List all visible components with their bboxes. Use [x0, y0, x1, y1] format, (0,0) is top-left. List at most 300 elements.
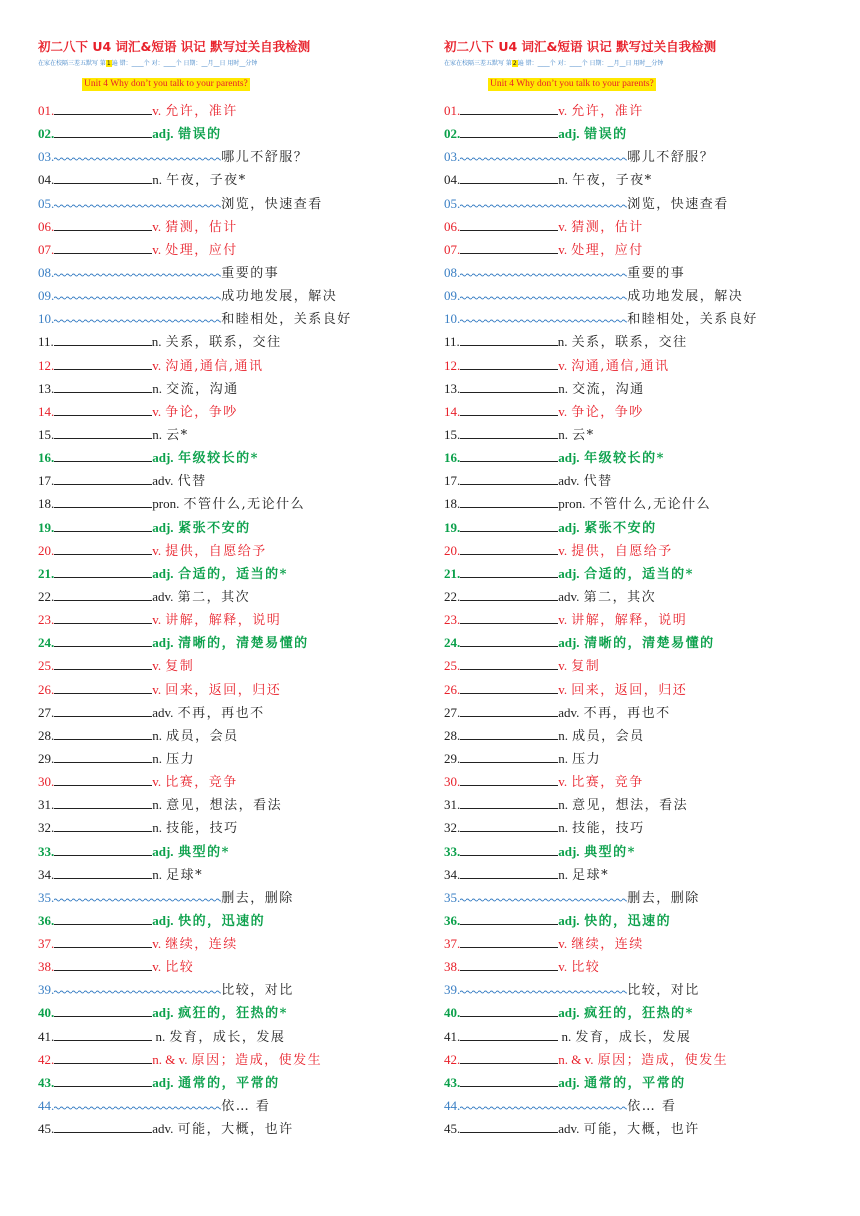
- part-of-speech: n.: [558, 380, 568, 396]
- answer-blank[interactable]: [460, 749, 558, 763]
- answer-blank[interactable]: [460, 170, 558, 184]
- part-of-speech: adj.: [558, 912, 580, 928]
- chinese-meaning: 不管什么,无论什么: [183, 497, 306, 513]
- chinese-meaning: 意见，想法，看法: [166, 798, 283, 814]
- chinese-meaning: 不再，再也不: [583, 705, 671, 721]
- answer-blank[interactable]: [54, 1050, 152, 1064]
- vocab-item: [38, 608, 418, 631]
- item-number: 05.: [38, 195, 55, 211]
- answer-blank[interactable]: [460, 865, 558, 879]
- vocab-item: [444, 1094, 824, 1117]
- vocab-item: [38, 423, 418, 446]
- answer-blank[interactable]: [460, 124, 558, 138]
- answer-blank[interactable]: [460, 934, 558, 948]
- answer-blank[interactable]: [460, 240, 558, 254]
- chinese-meaning: 快的，迅速的: [178, 913, 266, 929]
- answer-blank[interactable]: [54, 818, 152, 832]
- answer-blank[interactable]: [54, 979, 221, 994]
- answer-blank[interactable]: [54, 911, 152, 925]
- chinese-meaning: 不再，再也不: [177, 705, 265, 721]
- answer-blank[interactable]: [460, 494, 558, 508]
- answer-blank[interactable]: [460, 146, 627, 161]
- vocab-item: [444, 400, 824, 423]
- answer-blank[interactable]: [460, 518, 558, 532]
- item-number: 22.: [38, 588, 55, 604]
- chinese-meaning: 删去，删除: [221, 890, 294, 906]
- vocab-item: [38, 539, 418, 562]
- answer-blank[interactable]: [54, 1095, 221, 1110]
- part-of-speech: adv.: [558, 704, 580, 720]
- vocab-item: [38, 168, 418, 191]
- vocab-item: [38, 377, 418, 400]
- chinese-meaning: 压力: [166, 751, 196, 767]
- answer-blank[interactable]: [460, 587, 558, 601]
- item-number: 34.: [38, 866, 55, 882]
- worksheet-title: 初二八下 U4 词汇&短语 识记 默写过关自我检测: [38, 39, 311, 54]
- answer-blank[interactable]: [460, 541, 558, 555]
- item-number: 19.: [444, 519, 461, 535]
- part-of-speech: n.: [152, 820, 162, 836]
- part-of-speech: v.: [152, 936, 162, 952]
- item-number: 42.: [38, 1051, 55, 1067]
- answer-blank[interactable]: [54, 240, 152, 254]
- item-number: 29.: [444, 750, 461, 766]
- part-of-speech: adj.: [152, 565, 174, 581]
- vocab-item: [444, 238, 824, 261]
- chinese-meaning: 回来，返回，归还: [571, 682, 688, 698]
- chinese-meaning: 疯狂的，狂热的*: [584, 1006, 694, 1022]
- answer-blank[interactable]: [460, 308, 627, 323]
- chinese-meaning: 可能，大概，也许: [177, 1122, 294, 1138]
- vocab-item: [38, 354, 418, 377]
- chinese-meaning: 错误的: [178, 127, 222, 143]
- answer-blank[interactable]: [54, 494, 152, 508]
- chinese-meaning: 比较: [571, 960, 601, 976]
- part-of-speech: v.: [558, 542, 568, 558]
- part-of-speech: n.: [558, 727, 568, 743]
- chinese-meaning: 比较，对比: [221, 983, 294, 999]
- vocab-item: [38, 909, 418, 932]
- chinese-meaning: 和睦相处，关系良好: [627, 312, 758, 328]
- answer-blank[interactable]: [460, 448, 558, 462]
- worksheet-column-1: [38, 38, 418, 1140]
- part-of-speech: adj.: [558, 635, 580, 651]
- answer-blank[interactable]: [460, 262, 627, 277]
- answer-blank[interactable]: [54, 564, 152, 578]
- item-number: 22.: [444, 588, 461, 604]
- vocab-item: [444, 284, 824, 307]
- vocab-item: [38, 631, 418, 654]
- part-of-speech: n. & v.: [558, 1051, 594, 1067]
- chinese-meaning: 发育，成长，发展: [575, 1029, 692, 1045]
- answer-blank[interactable]: [54, 1003, 152, 1017]
- item-number: 25.: [38, 658, 55, 674]
- vocab-item: [444, 955, 824, 978]
- item-number: 26.: [38, 681, 55, 697]
- chinese-meaning: 复制: [571, 659, 601, 675]
- chinese-meaning: 争论，争吵: [571, 404, 644, 420]
- answer-blank[interactable]: [54, 633, 152, 647]
- vocab-item: [38, 793, 418, 816]
- answer-blank[interactable]: [54, 518, 152, 532]
- answer-blank[interactable]: [54, 934, 152, 948]
- answer-blank[interactable]: [460, 633, 558, 647]
- answer-blank[interactable]: [54, 1073, 152, 1087]
- item-number: 20.: [38, 542, 55, 558]
- answer-blank[interactable]: [460, 680, 558, 694]
- chinese-meaning: 浏览，快速查看: [627, 196, 729, 212]
- vocab-item: [38, 678, 418, 701]
- part-of-speech: adj.: [152, 635, 174, 651]
- chinese-meaning: 午夜，子夜*: [166, 173, 247, 189]
- part-of-speech: adv.: [152, 704, 174, 720]
- item-number: 41.: [38, 1028, 55, 1044]
- item-number: 09.: [38, 288, 55, 304]
- answer-blank[interactable]: [54, 170, 152, 184]
- item-number: 06.: [444, 218, 461, 234]
- vocab-item: [38, 261, 418, 284]
- item-number: 08.: [38, 264, 55, 280]
- chinese-meaning: 提供，自愿给予: [571, 543, 673, 559]
- vocab-item: [38, 747, 418, 770]
- chinese-meaning: 猜测，估计: [165, 219, 238, 235]
- vocab-item: [444, 377, 824, 400]
- answer-blank[interactable]: [460, 772, 558, 786]
- chinese-meaning: 复制: [165, 659, 195, 675]
- item-number: 38.: [444, 959, 461, 975]
- part-of-speech: adj.: [152, 450, 174, 466]
- answer-blank[interactable]: [460, 1095, 627, 1110]
- chinese-meaning: 交流，沟通: [166, 381, 239, 397]
- answer-blank[interactable]: [460, 425, 558, 439]
- answer-blank[interactable]: [460, 217, 558, 231]
- answer-blank[interactable]: [54, 402, 152, 416]
- worksheet-title: 初二八下 U4 词汇&短语 识记 默写过关自我检测: [444, 39, 717, 54]
- vocab-item: [38, 932, 418, 955]
- answer-blank[interactable]: [54, 749, 152, 763]
- item-number: 29.: [38, 750, 55, 766]
- chinese-meaning: 云*: [166, 427, 189, 443]
- item-number: 35.: [38, 889, 55, 905]
- item-number: 33.: [38, 843, 55, 859]
- answer-blank[interactable]: [460, 842, 558, 856]
- chinese-meaning: 紧张不安的: [584, 520, 657, 536]
- vocab-item: [38, 1071, 418, 1094]
- chinese-meaning: 争论，争吵: [165, 404, 238, 420]
- item-number: 07.: [444, 241, 461, 257]
- answer-blank[interactable]: [460, 285, 627, 300]
- answer-blank[interactable]: [54, 726, 152, 740]
- answer-blank[interactable]: [54, 610, 152, 624]
- chinese-meaning: 技能，技巧: [166, 821, 239, 837]
- answer-blank[interactable]: [460, 703, 558, 717]
- answer-blank[interactable]: [54, 887, 221, 902]
- chinese-meaning: 通常的，平常的: [584, 1075, 686, 1091]
- vocab-item: [444, 516, 824, 539]
- chinese-meaning: 午夜，子夜*: [572, 173, 653, 189]
- answer-blank[interactable]: [54, 1119, 152, 1133]
- part-of-speech: n.: [151, 334, 162, 350]
- answer-blank[interactable]: [460, 1027, 558, 1041]
- item-number: 21.: [38, 565, 55, 581]
- item-number: 11.: [444, 334, 460, 350]
- part-of-speech: adj.: [558, 565, 580, 581]
- answer-blank[interactable]: [54, 379, 152, 393]
- part-of-speech: adv.: [152, 473, 174, 489]
- vocab-item: [38, 99, 418, 122]
- chinese-meaning: 沟通,通信,通讯: [165, 358, 264, 374]
- answer-blank[interactable]: [54, 1027, 152, 1041]
- vocab-item: [38, 1048, 418, 1071]
- chinese-meaning: 足球*: [572, 867, 610, 883]
- answer-blank[interactable]: [54, 772, 152, 786]
- answer-blank[interactable]: [460, 471, 558, 485]
- item-number: 24.: [38, 635, 55, 651]
- part-of-speech: adj.: [152, 519, 174, 535]
- item-number: 27.: [444, 704, 461, 720]
- vocab-item: [444, 168, 824, 191]
- answer-blank[interactable]: [54, 193, 221, 208]
- part-of-speech: adj.: [152, 843, 174, 859]
- chinese-meaning: 重要的事: [627, 265, 686, 281]
- answer-blank[interactable]: [54, 471, 152, 485]
- answer-blank[interactable]: [460, 332, 558, 346]
- item-number: 35.: [444, 889, 461, 905]
- vocab-item: [38, 492, 418, 515]
- chinese-meaning: 原因；造成，使发生: [597, 1052, 729, 1068]
- item-number: 20.: [444, 542, 461, 558]
- part-of-speech: n.: [558, 797, 568, 813]
- chinese-meaning: 依… 看: [221, 1099, 271, 1115]
- answer-blank[interactable]: [54, 124, 152, 138]
- part-of-speech: n. & v.: [152, 1051, 188, 1067]
- item-number: 34.: [444, 866, 461, 882]
- part-of-speech: pron.: [558, 496, 586, 512]
- answer-blank[interactable]: [54, 146, 221, 161]
- item-number: 40.: [444, 1005, 461, 1021]
- vocab-item: [444, 631, 824, 654]
- part-of-speech: v.: [558, 241, 568, 257]
- part-of-speech: v.: [558, 681, 568, 697]
- answer-blank[interactable]: [460, 356, 558, 370]
- answer-blank[interactable]: [54, 285, 221, 300]
- item-number: 19.: [38, 519, 55, 535]
- item-number: 23.: [444, 612, 461, 628]
- answer-blank[interactable]: [460, 402, 558, 416]
- part-of-speech: adj.: [558, 126, 580, 142]
- item-number: 33.: [444, 843, 461, 859]
- item-number: 15.: [38, 426, 55, 442]
- answer-blank[interactable]: [460, 656, 558, 670]
- item-number: 14.: [444, 403, 461, 419]
- item-number: 18.: [38, 496, 55, 512]
- vocab-item: [444, 585, 824, 608]
- answer-blank[interactable]: [54, 842, 152, 856]
- answer-blank[interactable]: [460, 726, 558, 740]
- part-of-speech: n.: [152, 727, 162, 743]
- vocab-item: [444, 539, 824, 562]
- answer-blank[interactable]: [460, 564, 558, 578]
- chinese-meaning: 比赛，竞争: [571, 775, 644, 791]
- item-number: 25.: [444, 658, 461, 674]
- answer-blank[interactable]: [460, 610, 558, 624]
- vocab-item: [444, 99, 824, 122]
- item-number: 28.: [444, 727, 461, 743]
- vocab-item: [444, 816, 824, 839]
- item-number: 27.: [38, 704, 55, 720]
- part-of-speech: pron.: [152, 496, 180, 512]
- part-of-speech: v.: [558, 936, 568, 952]
- vocab-item: [444, 354, 824, 377]
- part-of-speech: n.: [152, 866, 162, 882]
- vocab-item: [38, 446, 418, 469]
- answer-blank[interactable]: [54, 587, 152, 601]
- vocab-item: [444, 747, 824, 770]
- item-number: 17.: [444, 473, 461, 489]
- answer-blank[interactable]: [460, 1119, 558, 1133]
- answer-blank[interactable]: [460, 1003, 558, 1017]
- vocab-item: [38, 701, 418, 724]
- answer-blank[interactable]: [54, 680, 152, 694]
- answer-blank[interactable]: [54, 262, 221, 277]
- answer-blank[interactable]: [54, 101, 152, 115]
- chinese-meaning: 浏览，快速查看: [221, 196, 323, 212]
- vocab-list: [38, 99, 418, 1140]
- answer-blank[interactable]: [54, 795, 152, 809]
- answer-blank[interactable]: [54, 356, 152, 370]
- part-of-speech: adv.: [152, 1121, 174, 1137]
- part-of-speech: n.: [557, 334, 568, 350]
- answer-blank[interactable]: [460, 101, 558, 115]
- vocab-item: [38, 330, 418, 353]
- item-number: 26.: [444, 681, 461, 697]
- answer-blank[interactable]: [54, 217, 152, 231]
- answer-blank[interactable]: [460, 887, 627, 902]
- item-number: 01.: [444, 103, 461, 118]
- chinese-meaning: 关系，联系，交往: [165, 335, 282, 351]
- chinese-meaning: 成员，会员: [572, 728, 645, 744]
- part-of-speech: v.: [152, 357, 162, 373]
- answer-blank[interactable]: [460, 795, 558, 809]
- part-of-speech: v.: [152, 241, 162, 257]
- answer-blank[interactable]: [460, 193, 627, 208]
- answer-blank[interactable]: [460, 911, 558, 925]
- part-of-speech: adj.: [152, 912, 174, 928]
- answer-blank[interactable]: [54, 448, 152, 462]
- chinese-meaning: 疯狂的，狂热的*: [178, 1006, 288, 1022]
- chinese-meaning: 可能，大概，也许: [583, 1122, 700, 1138]
- part-of-speech: v.: [558, 774, 568, 790]
- vocab-item: [38, 955, 418, 978]
- item-number: 14.: [38, 403, 55, 419]
- answer-blank[interactable]: [460, 957, 558, 971]
- vocab-item: [444, 608, 824, 631]
- part-of-speech: v.: [558, 658, 568, 674]
- item-number: 23.: [38, 612, 55, 628]
- worksheet-column-2: [444, 38, 824, 1140]
- vocab-item: [38, 840, 418, 863]
- item-number: 02.: [444, 126, 461, 142]
- vocab-item: [444, 145, 824, 168]
- vocab-item: [444, 1025, 824, 1048]
- item-number: 17.: [38, 473, 55, 489]
- item-number: 44.: [444, 1098, 461, 1114]
- vocab-item: [444, 793, 824, 816]
- answer-blank[interactable]: [54, 703, 152, 717]
- vocab-item: [38, 585, 418, 608]
- chinese-meaning: 代替: [583, 474, 613, 490]
- vocab-item: [444, 1001, 824, 1024]
- answer-blank[interactable]: [54, 865, 152, 879]
- item-number: 18.: [444, 496, 461, 512]
- vocab-item: [38, 238, 418, 261]
- chinese-meaning: 继续，连续: [165, 937, 238, 953]
- vocab-item: [38, 1001, 418, 1024]
- vocab-item: [444, 492, 824, 515]
- answer-blank[interactable]: [460, 979, 627, 994]
- answer-blank[interactable]: [54, 425, 152, 439]
- answer-blank[interactable]: [54, 308, 221, 323]
- part-of-speech: n.: [152, 426, 162, 442]
- pass-number: 1: [106, 60, 111, 67]
- vocab-item: [38, 886, 418, 909]
- answer-blank[interactable]: [460, 1073, 558, 1087]
- vocab-item: [38, 562, 418, 585]
- item-number: 03.: [38, 149, 55, 165]
- answer-blank[interactable]: [54, 656, 152, 670]
- answer-blank[interactable]: [460, 1050, 558, 1064]
- item-number: 30.: [38, 774, 55, 790]
- part-of-speech: n.: [152, 750, 162, 766]
- vocab-item: [38, 770, 418, 793]
- answer-blank[interactable]: [54, 957, 152, 971]
- part-of-speech: adj.: [558, 450, 580, 466]
- part-of-speech: adj.: [558, 843, 580, 859]
- vocab-item: [444, 1117, 824, 1140]
- unit-heading: Unit 4 Why don’t you talk to your parents?: [490, 79, 654, 89]
- part-of-speech: adj.: [558, 1005, 580, 1021]
- part-of-speech: v.: [152, 774, 162, 790]
- answer-blank[interactable]: [460, 379, 558, 393]
- item-number: 04.: [444, 172, 461, 188]
- vocab-item: [444, 423, 824, 446]
- chinese-meaning: 不管什么,无论什么: [589, 497, 712, 513]
- item-number: 42.: [444, 1051, 461, 1067]
- vocab-item: [444, 932, 824, 955]
- vocab-item: [444, 215, 824, 238]
- answer-blank[interactable]: [54, 541, 152, 555]
- part-of-speech: n.: [558, 750, 568, 766]
- pass-number: 2: [512, 60, 517, 67]
- vocab-item: [444, 909, 824, 932]
- chinese-meaning: 成员，会员: [166, 728, 239, 744]
- worksheet-meta: [38, 56, 418, 71]
- vocab-item: [38, 1094, 418, 1117]
- item-number: 28.: [38, 727, 55, 743]
- item-number: 38.: [38, 959, 55, 975]
- vocab-item: [444, 469, 824, 492]
- answer-blank[interactable]: [460, 818, 558, 832]
- part-of-speech: adj.: [558, 519, 580, 535]
- chinese-meaning: 比较，对比: [627, 983, 700, 999]
- item-number: 24.: [444, 635, 461, 651]
- vocab-item: [38, 863, 418, 886]
- chinese-meaning: 错误的: [584, 127, 628, 143]
- answer-blank[interactable]: [54, 332, 152, 346]
- chinese-meaning: 成功地发展，解决: [221, 289, 338, 305]
- chinese-meaning: 原因；造成，使发生: [191, 1052, 323, 1068]
- part-of-speech: adv.: [152, 588, 174, 604]
